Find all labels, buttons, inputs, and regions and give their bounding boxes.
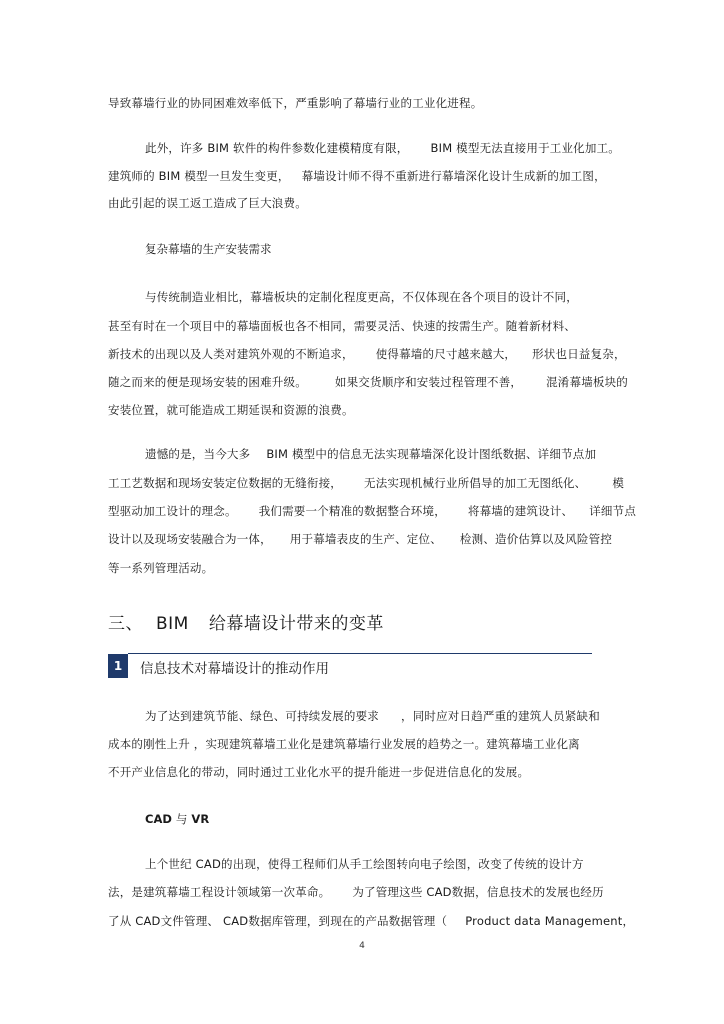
body-line: 型驱动加工设计的理念。 我们需要一个精准的数据整合环境， 将幕墙的建筑设计、 详细节点 — [108, 504, 637, 518]
body-line: 此外，许多 BIM 软件的构件参数化建模精度有限， BIM 模型无法直接用于工业化加工。 — [145, 141, 620, 155]
body-line: 安装位置，就可能造成工期延误和资源的浪费。 — [108, 403, 354, 417]
body-line: 新技术的出现以及人类对建筑外观的不断追求， 使得幕墙的尺寸越来越大， 形状也日益复杂， — [108, 347, 626, 361]
body-line: 遗憾的是，当今大多 BIM 模型中的信息无法实现幕墙深化设计图纸数据、详细节点加 — [145, 447, 597, 461]
body-line: 为了达到建筑节能、绿色、可持续发展的要求 ，同时应对日趋严重的建筑人员紧缺和 — [145, 709, 600, 723]
subheading-production: 复杂幕墙的生产安装需求 — [145, 242, 272, 256]
chapter-heading: 三、 BIM 给幕墙设计带来的变革 — [108, 609, 384, 634]
section-number-badge: 1 — [108, 654, 128, 678]
section-rule — [128, 653, 592, 654]
body-line: 等一系列管理活动。 — [108, 561, 214, 575]
body-line: 设计以及现场安装融合为一体， 用于幕墙表皮的生产、定位、 检测、造价估算以及风险管控 — [108, 532, 613, 546]
body-line: 建筑师的 BIM 模型一旦发生变更， 幕墙设计师不得不重新进行幕墙深化设计生成新的加工图， — [108, 169, 606, 183]
chapter-number: 三、 — [108, 614, 143, 634]
body-line: 上个世纪 CAD的出现，使得工程师们从手工绘图转向电子绘图，改变了传统的设计方 — [145, 857, 584, 871]
subheading-cad-vr: CAD 与 VR — [145, 812, 210, 826]
body-line: 由此引起的误工返工造成了巨大浪费。 — [108, 196, 307, 210]
body-line: 与传统制造业相比，幕墙板块的定制化程度更高，不仅体现在各个项目的设计不同， — [145, 290, 578, 304]
body-line: 法，是建筑幕墙工程设计领域第一次革命。 为了管理这些 CAD数据，信息技术的发展也经历 — [108, 885, 604, 899]
body-line: 了从 CAD文件管理、 CAD数据库管理，到现在的产品数据管理（ Product data Management， — [108, 914, 635, 928]
page-number: 4 — [359, 941, 365, 951]
body-line: 导致幕墙行业的协同困难效率低下，严重影响了幕墙行业的工业化进程。 — [108, 96, 483, 110]
body-line: 甚至有时在一个项目中的幕墙面板也各不相同，需要灵活、快速的按需生产。随着新材料、 — [108, 319, 576, 333]
body-line: 随之而来的便是现场安装的困难升级。 如果交货顺序和安装过程管理不善， 混淆幕墙板块的 — [108, 375, 629, 389]
body-line: 成本的刚性上升 ，实现建筑幕墙工业化是建筑幕墙行业发展的趋势之一。建筑幕墙工业化离 — [108, 737, 580, 751]
body-line: 工工艺数据和现场安装定位数据的无缝衔接， 无法实现机械行业所倡导的加工无图纸化、 模 — [108, 476, 625, 490]
body-line: 不开产业信息化的带动，同时通过工业化水平的提升能进一步促进信息化的发展。 — [108, 765, 530, 779]
section-title: 信息技术对幕墙设计的推动作用 — [140, 661, 329, 677]
